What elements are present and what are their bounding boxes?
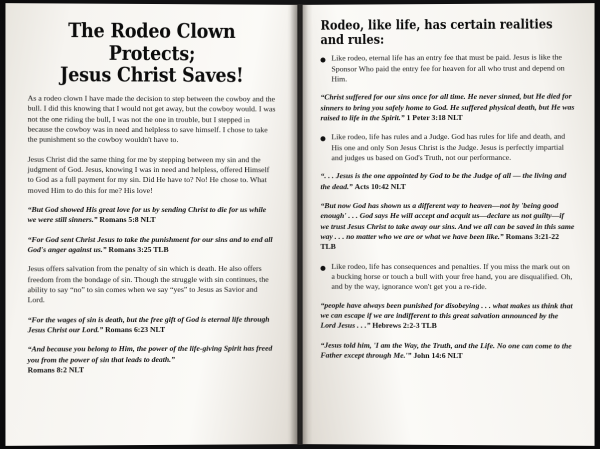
scripture-quote xyxy=(320,92,574,124)
scripture-quote xyxy=(320,340,574,361)
title-line-1: The Rodeo Clown Protects; xyxy=(68,20,236,66)
page-title xyxy=(28,21,276,88)
scripture-text: “. . . Jesus is the one appointed by God to be the Judge of all — the living and the dead.” xyxy=(320,171,567,191)
left-page-gutter-shade xyxy=(287,5,297,444)
scripture-quote xyxy=(28,314,276,335)
scripture-reference: Romans 6:23 NLT xyxy=(105,324,166,335)
scripture-text: “And because you belong to Him, the power of the life-giving Spirit has freed you from the power of sin that leads to death.” xyxy=(27,343,273,365)
paragraph-2: Jesus Christ did the same thing for me by stepping between my sin and the judgment of God. Jesus, knowing I was in need and helpless, offered Himself to God as a full payment for my sin. Did He have to? No! He chose to. What moved Him to do this for me? His love! xyxy=(27,154,270,195)
scripture-quote xyxy=(28,205,276,226)
scripture-text: “For the wages of sin is death, but the free gift of God is eternal life through Jesus Christ our Lord.” xyxy=(27,314,270,335)
scripture-reference: Romans 5:8 NLT xyxy=(99,215,156,225)
list-item xyxy=(320,132,574,164)
scripture-text: “For God sent Christ Jesus to take the punishment for our sins and to end all God's anger against us.” xyxy=(27,234,273,255)
bullet-icon xyxy=(320,137,325,142)
bullet-icon xyxy=(320,58,325,63)
list-item xyxy=(320,53,574,85)
booklet-right-page xyxy=(303,3,595,446)
scripture-quote xyxy=(320,201,574,253)
scripture-text: “Christ suffered for our sins once for all time. He never sinned, but He died for sinners to bring you safely home to God. He suffered physical death, but He was raised to life in the Spirit.” xyxy=(320,91,575,123)
scripture-text: “But God showed His great love for us by sending Christ to die for us while we were still sinners.” xyxy=(27,204,267,225)
right-page-heading: Rodeo, like life, has certain realities and rules: xyxy=(320,16,553,48)
rule-text: Like rodeo, life has consequences and penalties. If you miss the mark out on a bucking horse or touch a bull with your free hand, you are disqualified. Oh, and by the way, ignorance won't get you a re-ride. xyxy=(331,261,573,292)
left-page-content xyxy=(28,21,276,430)
booklet-left-page xyxy=(5,3,297,446)
scripture-reference: John 14:6 NLT xyxy=(413,350,463,360)
title-line-2: Jesus Christ Saves! xyxy=(60,64,244,88)
right-page-gutter-shade xyxy=(303,5,313,444)
rule-text: Like rodeo, eternal life has an entry fee that must be paid. Jesus is like the Sponsor Who paid the entry fee for heaven for all who trust and depend on Him. xyxy=(331,52,565,84)
paragraph-1: As a rodeo clown I have made the decision to step between the cowboy and the bull. I did this knowing that I would not get away, but the cowboy would. I was not the one riding the bull, I was not the one in trouble, but I stepped in because the cowboy was in need and helpless to save himself. I chose to take the punishment so the cowboy wouldn't have to. xyxy=(27,93,276,145)
scripture-reference: Romans 3:21-22 TLB xyxy=(320,231,560,252)
bullet-icon xyxy=(320,265,325,270)
list-item xyxy=(320,261,574,292)
scripture-reference: Acts 10:42 NLT xyxy=(354,181,406,191)
scripture-text: “people have always been punished for disobeying . . . what makes us think that we can escape if we are indifferent to this great salvation announced by the Lord Jesus . . .” xyxy=(320,300,573,330)
paragraph-3: Jesus offers salvation from the penalty of sin which is death. He also offers freedom from the bondage of sin. Though the struggle with sin continues, the ability to say “no” to sin comes when we say “yes” to Jesus as Savior and Lord. xyxy=(27,264,269,305)
right-page-content xyxy=(320,17,574,430)
scripture-reference: Romans 3:25 TLB xyxy=(108,244,169,254)
scripture-reference: 1 Peter 3:18 NLT xyxy=(406,112,463,123)
scripture-quote xyxy=(28,235,276,256)
rule-text: Like rodeo, life has rules and a Judge. God has rules for life and death, and His one and only Son Jesus Christ is the Judge. Jesus is perfectly impartial and judges us based on God's Truth, not our performance. xyxy=(331,131,566,163)
scripture-quote xyxy=(320,300,574,332)
scripture-reference: Romans 8:2 NLT xyxy=(27,365,85,375)
scripture-text: “Jesus told him, 'I am the Way, the Truth, and the Life. No one can come to the Father except through Me.'” xyxy=(320,340,572,360)
open-booklet xyxy=(6,4,594,445)
scripture-quote xyxy=(28,344,276,376)
scripture-quote xyxy=(320,171,574,192)
scripture-reference: Hebrews 2:2-3 TLB xyxy=(372,321,437,331)
scripture-text: “But now God has shown us a different way to heaven—not by 'being good enough' . . . God says He will accept and acquit us—declare us not guilty—if we trust Jesus Christ to take away our sins. And we all can be saved in this same way . . . no matter who we are or what we have been like.” xyxy=(320,200,575,241)
